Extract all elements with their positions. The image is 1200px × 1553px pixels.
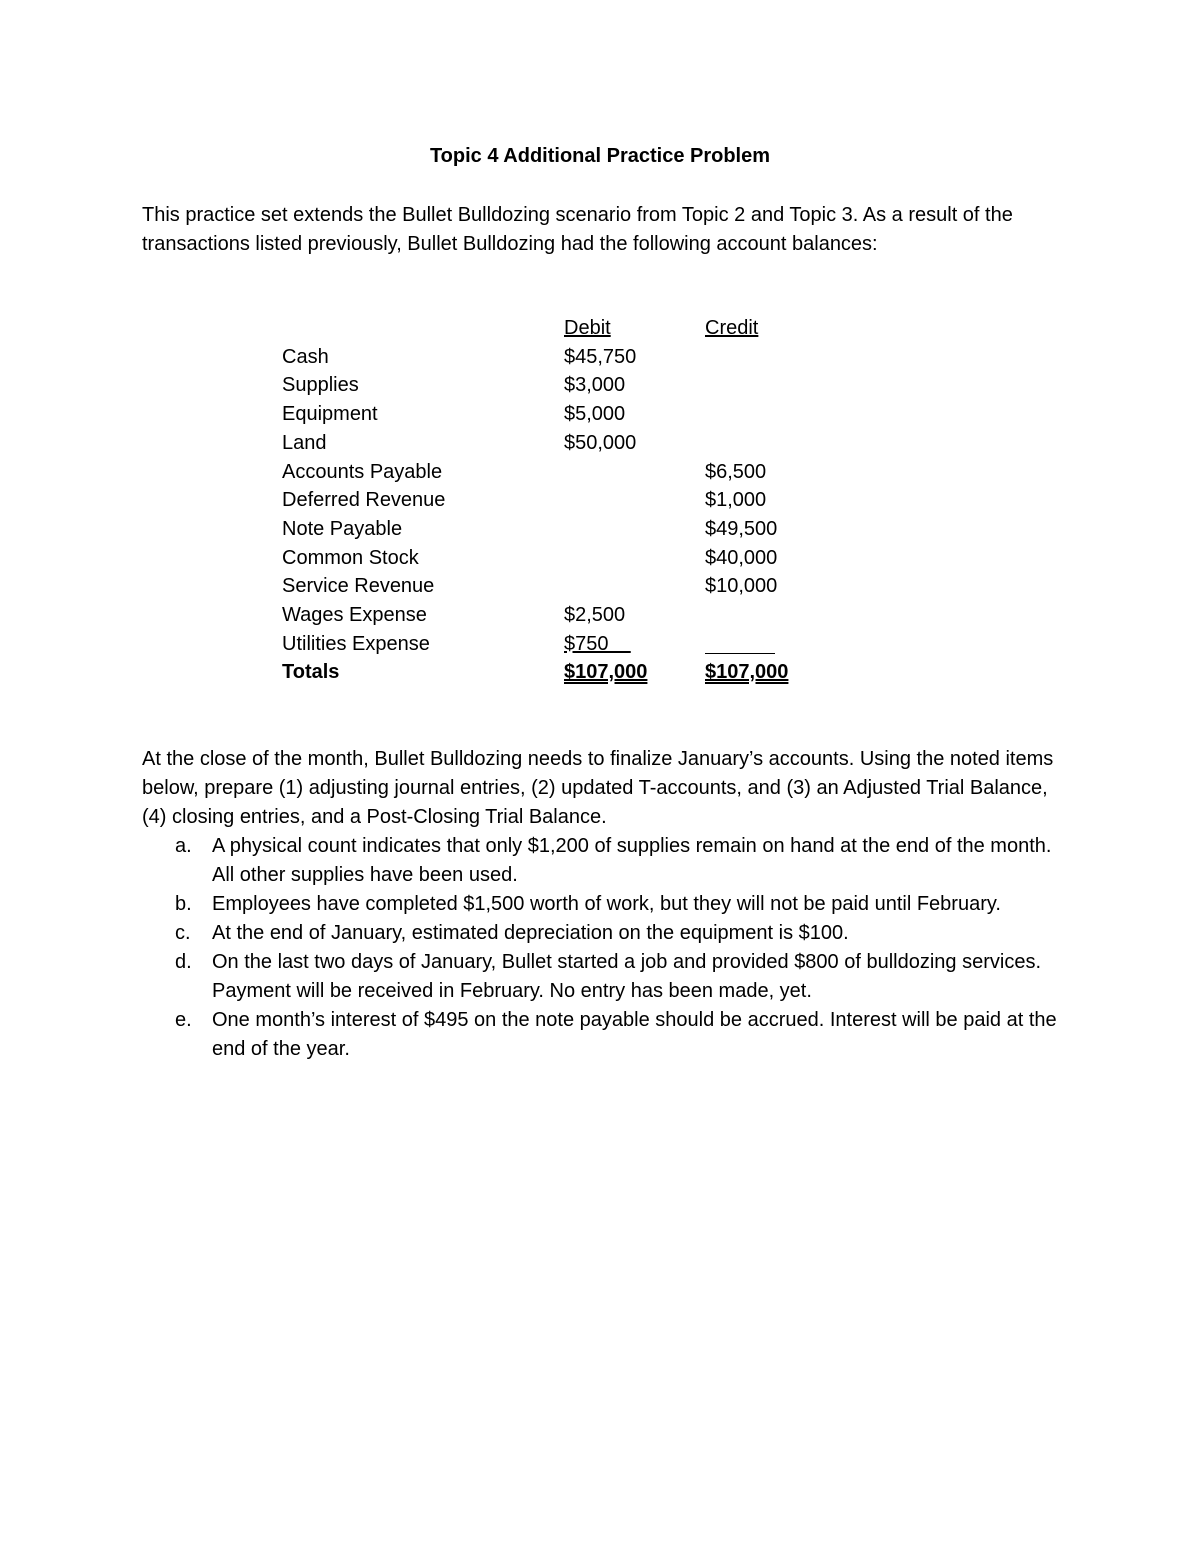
debit-amount <box>564 572 705 601</box>
item-text: At the end of January, estimated depreciation on the equipment is $100. <box>212 922 849 944</box>
credit-amount: $6,500 <box>705 460 767 483</box>
credit-amount: $40,000 <box>705 546 778 569</box>
item-text: Employees have completed $1,500 worth of work, but they will not be paid until February. <box>212 893 1001 915</box>
header-credit: Credit <box>705 317 759 339</box>
credit-amount: $1,000 <box>705 489 767 512</box>
debit-amount: $750 <box>564 632 609 655</box>
totals-debit: $107,000 <box>564 661 648 684</box>
item-marker: b. <box>175 893 192 915</box>
totals-row <box>282 658 825 687</box>
list-item <box>142 948 1072 1006</box>
credit-blank <box>705 630 825 659</box>
instructions-paragraph: At the close of the month, Bullet Bulldozing needs to finalize January’s accounts. Using the noted items below, prepare (1) adjusting journal entries, (2) updated T-accounts, and (3) an Adjusted Trial Balance, (4) closing entries, and a Post-Closing Trial Balance. <box>142 748 1054 828</box>
item-marker: c. <box>175 922 191 944</box>
list-item <box>142 919 1072 948</box>
table-row <box>282 572 825 601</box>
credit-amount <box>705 429 825 458</box>
table-row <box>282 343 825 372</box>
account-name: Accounts Payable <box>282 460 443 483</box>
account-name: Utilities Expense <box>282 632 430 655</box>
table-row <box>282 400 825 429</box>
table-header-row <box>282 314 825 343</box>
debit-amount: $5,000 <box>564 403 626 426</box>
item-marker: e. <box>175 1009 192 1031</box>
item-text: A physical count indicates that only $1,200 of supplies remain on hand at the end of the month. All other supplies have been used. <box>212 835 1052 886</box>
header-debit: Debit <box>564 317 611 339</box>
credit-amount <box>705 371 825 400</box>
debit-amount <box>564 486 705 515</box>
account-name: Equipment <box>282 403 378 426</box>
credit-amount <box>705 343 825 372</box>
debit-amount: $2,500 <box>564 604 626 627</box>
debit-amount: $3,000 <box>564 374 626 397</box>
account-name: Land <box>282 431 327 454</box>
debit-amount <box>564 515 705 544</box>
account-name: Cash <box>282 345 329 368</box>
table-row <box>282 429 825 458</box>
account-name: Wages Expense <box>282 604 427 627</box>
item-text: On the last two days of January, Bullet started a job and provided $800 of bulldozing services. Payment will be received in February. No entry has been made, yet. <box>212 951 1042 1002</box>
debit-amount: $50,000 <box>564 431 637 454</box>
table-row <box>282 601 825 630</box>
credit-underline-rule <box>705 633 775 654</box>
item-text: One month’s interest of $495 on the note payable should be accrued. Interest will be paid at the end of the year. <box>212 1009 1057 1060</box>
account-name: Supplies <box>282 374 359 397</box>
table-row <box>282 515 825 544</box>
debit-amount: $45,750 <box>564 345 637 368</box>
debit-amount <box>564 458 705 487</box>
item-marker: d. <box>175 951 192 973</box>
debit-amount-underlined <box>564 630 705 659</box>
credit-amount: $10,000 <box>705 575 778 598</box>
list-item <box>142 1006 1072 1064</box>
credit-amount <box>705 601 825 630</box>
page-title: Topic 4 Additional Practice Problem <box>429 145 771 167</box>
account-name: Deferred Revenue <box>282 489 446 512</box>
table-row <box>282 371 825 400</box>
debit-amount <box>564 544 705 573</box>
credit-amount: $49,500 <box>705 517 778 540</box>
credit-amount <box>705 400 825 429</box>
table-row <box>282 544 825 573</box>
list-item <box>142 832 1072 890</box>
totals-credit-cell <box>705 658 825 687</box>
item-marker: a. <box>175 835 192 857</box>
header-account <box>282 314 564 343</box>
totals-credit: $107,000 <box>705 661 789 684</box>
list-item <box>142 890 1072 919</box>
totals-label: Totals <box>282 661 340 684</box>
table-row <box>282 486 825 515</box>
account-name: Service Revenue <box>282 575 435 598</box>
table-row <box>282 630 825 659</box>
account-name: Common Stock <box>282 546 419 569</box>
adjustment-items-list <box>142 832 1072 1064</box>
totals-debit-cell <box>564 658 705 687</box>
account-balances-table <box>282 314 825 687</box>
intro-paragraph: This practice set extends the Bullet Bulldozing scenario from Topic 2 and Topic 3. As a result of the transactions listed previously, Bullet Bulldozing had the following account balances: <box>142 204 1013 255</box>
account-name: Note Payable <box>282 517 403 540</box>
table-row <box>282 458 825 487</box>
